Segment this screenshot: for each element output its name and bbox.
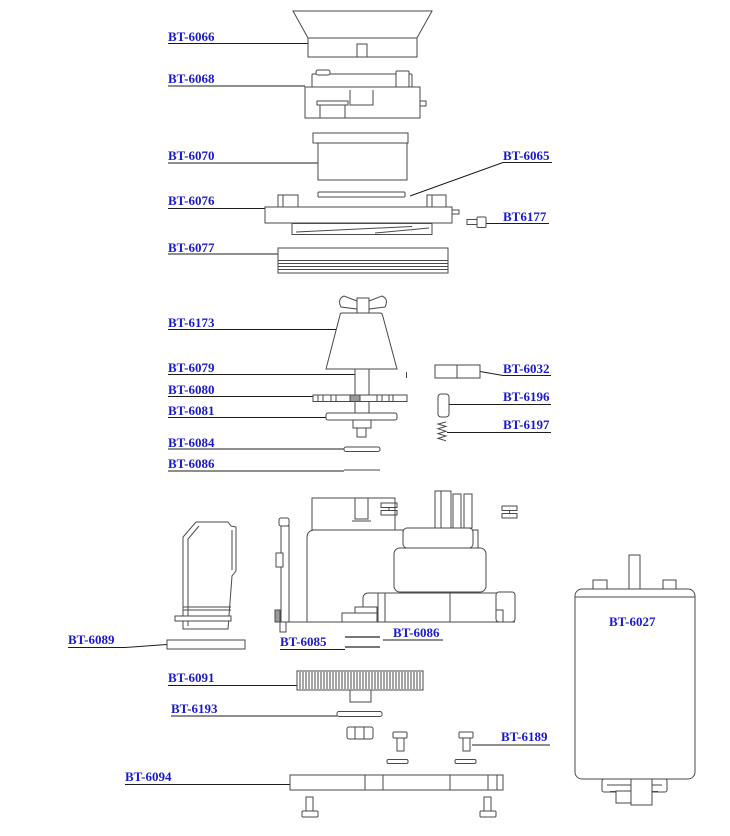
part-label-bt6079[interactable]: BT-6079	[168, 360, 215, 375]
part-label-bt6189[interactable]: BT-6189	[501, 729, 548, 744]
part-bar-bt6089-drawing	[167, 640, 245, 649]
part-shims-drawing	[345, 637, 380, 647]
part-label-bt6197[interactable]: BT-6197	[503, 417, 550, 432]
part-label-bt6077[interactable]: BT-6077	[168, 240, 215, 255]
part-label-bt6066[interactable]: BT-6066	[168, 29, 215, 44]
part-label-bt6086-shaft[interactable]: BT-6086	[168, 456, 215, 471]
part-pin-bt6177-drawing	[467, 217, 486, 228]
part-gear-bt6091-drawing	[297, 671, 423, 702]
part-small-plates-drawing	[387, 760, 476, 764]
part-label-bt6086-assembly[interactable]: BT-6086	[393, 625, 440, 640]
part-label-bt6068[interactable]: BT-6068	[168, 71, 215, 86]
part-screws-bt6189-drawing	[393, 732, 473, 751]
part-label-bt6173[interactable]: BT-6173	[168, 315, 215, 330]
part-shaft-assembly-drawing	[313, 369, 407, 470]
part-main-assembly-drawing	[275, 491, 517, 632]
part-spring-bt6197-drawing	[438, 422, 446, 441]
part-screws-bottom-drawing	[302, 797, 496, 817]
part-label-bt6080[interactable]: BT-6080	[168, 382, 215, 397]
part-base-bar-bt6094-drawing	[290, 775, 503, 790]
part-cone-bt6173-drawing	[326, 296, 397, 369]
part-label-bt6085[interactable]: BT-6085	[280, 634, 327, 649]
part-label-bt6094[interactable]: BT-6094	[125, 769, 172, 784]
part-label-bt6196[interactable]: BT-6196	[503, 389, 550, 404]
part-label-bt6089[interactable]: BT-6089	[68, 632, 115, 647]
part-label-bt6070[interactable]: BT-6070	[168, 148, 215, 163]
part-bracket-bt6068-drawing	[305, 70, 426, 118]
part-box-bt6070-drawing	[313, 133, 408, 180]
part-coupling-drawing	[347, 727, 373, 739]
part-plate-assembly-bt6076-drawing	[265, 195, 459, 235]
part-cover-panel-drawing	[175, 522, 236, 629]
part-stack-bt6077-drawing	[278, 248, 448, 273]
part-cylinder-bt6196-drawing	[438, 394, 449, 417]
part-motor-bt6027-drawing	[575, 555, 695, 805]
part-label-bt6027[interactable]: BT-6027	[609, 614, 656, 629]
part-hopper-bt6066-drawing	[293, 11, 432, 57]
part-label-bt6076[interactable]: BT-6076	[168, 193, 215, 208]
part-label-bt6177[interactable]: BT6177	[503, 209, 547, 224]
part-label-bt6065[interactable]: BT-6065	[503, 148, 550, 163]
part-block-bt6032-drawing	[435, 365, 480, 378]
part-label-bt6091[interactable]: BT-6091	[168, 670, 215, 685]
part-plate-bt6065-drawing	[318, 192, 405, 197]
part-shim-bt6193-drawing	[337, 712, 382, 717]
part-label-bt6081[interactable]: BT-6081	[168, 403, 215, 418]
part-label-bt6032[interactable]: BT-6032	[503, 361, 550, 376]
part-label-bt6193[interactable]: BT-6193	[171, 701, 218, 716]
part-label-bt6084[interactable]: BT-6084	[168, 435, 215, 450]
